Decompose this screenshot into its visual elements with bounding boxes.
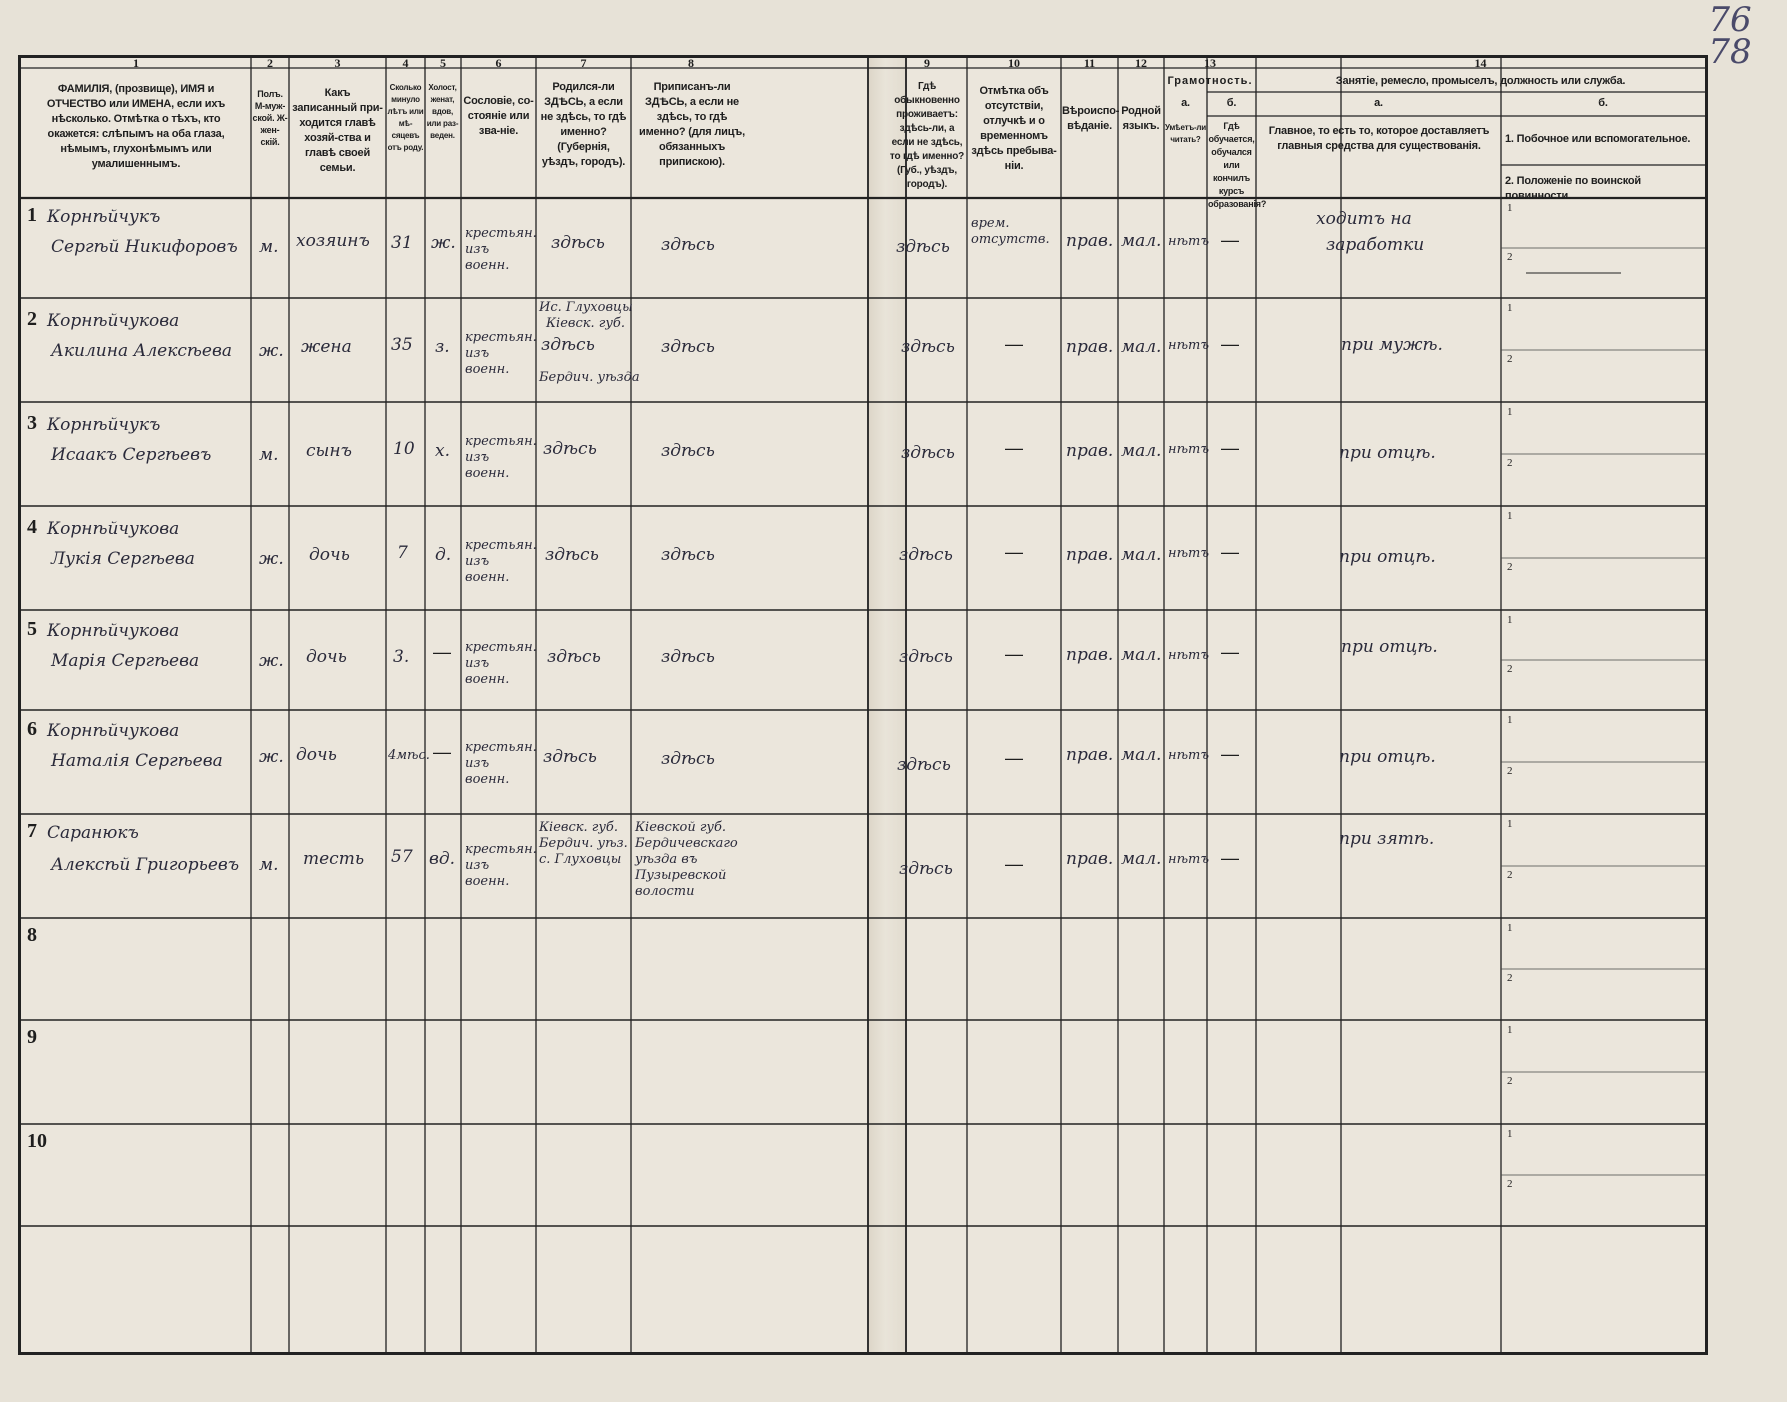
- sub-label: 1: [1507, 302, 1513, 314]
- education: —: [1221, 848, 1239, 868]
- sex: м.: [259, 237, 279, 257]
- main-occupation: при отцѣ.: [1341, 637, 1438, 657]
- given-name-patronymic: Акилина Алексѣева: [51, 341, 233, 361]
- absence-note: —: [1005, 334, 1023, 354]
- residence: здѣсь: [897, 755, 951, 775]
- can-read: нѣтъ: [1168, 338, 1210, 353]
- absence-note: врем. отсутств.: [971, 216, 1050, 247]
- relation: дочь: [306, 647, 347, 667]
- relation: жена: [301, 337, 352, 357]
- native-language: мал.: [1121, 231, 1162, 251]
- age: 7: [397, 543, 408, 563]
- marital-status: —: [433, 642, 451, 662]
- age: 57: [391, 847, 413, 867]
- sub-label: 1: [1507, 202, 1513, 214]
- given-name-patronymic: Сергѣй Никифоровъ: [51, 237, 238, 257]
- given-name-patronymic: Лукія Сергѣева: [51, 549, 195, 569]
- row-number: 8: [27, 924, 37, 946]
- row-number: 1: [27, 204, 37, 226]
- education: —: [1221, 744, 1239, 764]
- surname: Корнѣйчукъ: [47, 415, 161, 435]
- header-language: Родной языкъ.: [1121, 105, 1161, 132]
- can-read: нѣтъ: [1168, 748, 1210, 763]
- sub-label: 1: [1507, 406, 1513, 418]
- marital-status: д.: [435, 545, 452, 565]
- colnum-8: 8: [688, 56, 694, 70]
- colnum-10: 10: [1008, 56, 1020, 70]
- absence-note: —: [1005, 542, 1023, 562]
- native-language: мал.: [1121, 545, 1162, 565]
- header-marital: Холост, женат, вдов, или раз-веден.: [426, 83, 459, 140]
- ascribed-place: здѣсь: [661, 647, 715, 667]
- absence-note: —: [1005, 438, 1023, 458]
- sub-label: 2: [1507, 1075, 1513, 1087]
- native-language: мал.: [1121, 849, 1162, 869]
- ascribed-place: здѣсь: [661, 337, 715, 357]
- sub-label: 1: [1507, 1024, 1513, 1036]
- sub-label: 2: [1507, 1178, 1513, 1190]
- can-read: нѣтъ: [1168, 234, 1210, 249]
- main-occupation: при отцѣ.: [1339, 747, 1436, 767]
- row-number: 3: [27, 412, 37, 434]
- header-absence: Отмѣтка объ отсутствіи, отлучкѣ и о временномъ здѣсь пребыва-ніи.: [971, 85, 1057, 172]
- header-14b-letter: б.: [1598, 97, 1608, 109]
- sub-label: 1: [1507, 510, 1513, 522]
- sub-label: 2: [1507, 869, 1513, 881]
- sub-label: 2: [1507, 251, 1513, 263]
- birthplace: здѣсь: [543, 439, 597, 459]
- header-name: ФАМИЛІЯ, (прозвище), ИМЯ и ОТЧЕСТВО или ИМЕНА, если ихъ нѣсколько. Отмѣтка о тѣхъ, кто окажется: слѣпымъ на оба глаза, нѣмымъ, глухонѣмымъ или умалишеннымъ.: [46, 83, 226, 170]
- can-read: нѣтъ: [1168, 442, 1210, 457]
- header-residence: Гдѣ обыкновенно проживаетъ: здѣсь-ли, а если не здѣсь, то гдѣ именно? (Губ., уѣздъ, городъ).: [889, 81, 965, 190]
- age: 31: [391, 233, 413, 253]
- sex: м.: [259, 855, 279, 875]
- header-14a-letter: а.: [1374, 97, 1383, 109]
- estate: крестьян. изъ военн.: [465, 434, 537, 481]
- birthplace: здѣсь: [541, 335, 595, 355]
- sub-label: 1: [1507, 818, 1513, 830]
- given-name-patronymic: Алексѣй Григорьевъ: [51, 855, 240, 875]
- colnum-14: 14: [1474, 56, 1487, 70]
- header-birthplace: Родился-ли ЗДѢСЬ, а если не здѣсь, то гдѣ именно? (Губернія, уѣздъ, городъ).: [540, 81, 627, 168]
- can-read: нѣтъ: [1168, 852, 1210, 867]
- absence-note: —: [1005, 644, 1023, 664]
- native-language: мал.: [1121, 645, 1162, 665]
- age: 4мѣс.: [388, 748, 430, 763]
- birthplace: здѣсь: [543, 747, 597, 767]
- colnum-11: 11: [1083, 56, 1096, 70]
- header-relation: Какъ записанный при-ходится главѣ хозяй-ства и главѣ своей семьи.: [292, 87, 383, 174]
- main-occupation: при зятѣ.: [1339, 829, 1435, 849]
- sub-label: 2: [1507, 561, 1513, 573]
- colnum-13: 13: [1204, 56, 1216, 70]
- estate: крестьян. изъ военн.: [465, 226, 537, 273]
- age: 35: [391, 335, 413, 355]
- row-number: 10: [27, 1130, 47, 1152]
- sub-label: 2: [1507, 765, 1513, 777]
- surname: Корнѣйчукова: [47, 311, 180, 331]
- sub-label: 1: [1507, 714, 1513, 726]
- birthplace: здѣсь: [545, 545, 599, 565]
- relation: дочь: [296, 745, 337, 765]
- marital-status: з.: [435, 337, 450, 357]
- header-age: Сколько минуло лѣтъ или мѣ-сяцевъ отъ роду.: [387, 83, 424, 152]
- birthplace: здѣсь: [551, 233, 605, 253]
- ascribed-place: здѣсь: [661, 545, 715, 565]
- surname: Корнѣйчукъ: [47, 207, 161, 227]
- estate: крестьян. изъ военн.: [465, 740, 537, 787]
- relation: сынъ: [306, 441, 352, 461]
- birthplace: здѣсь: [547, 647, 601, 667]
- header-sex: Полъ. М-муж-ской. Ж-жен-скій.: [252, 89, 288, 147]
- sub-label: 1: [1507, 614, 1513, 626]
- residence: здѣсь: [896, 237, 950, 257]
- estate: крестьян. изъ военн.: [465, 330, 537, 377]
- residence: здѣсь: [901, 443, 955, 463]
- sub-label: 2: [1507, 663, 1513, 675]
- ascribed-place: здѣсь: [661, 749, 715, 769]
- sex: ж.: [259, 341, 284, 361]
- header-military-status: 2. Положеніе по воинской повинности.: [1505, 175, 1641, 202]
- surname: Корнѣйчукова: [47, 721, 180, 741]
- main-occupation: при отцѣ.: [1339, 547, 1436, 567]
- main-occupation-cont: заработки: [1326, 235, 1425, 255]
- marital-status: х.: [435, 441, 450, 461]
- education: —: [1221, 334, 1239, 354]
- colnum-12: 12: [1135, 56, 1147, 70]
- marital-status: ж.: [431, 233, 456, 253]
- header-can-read: Умѣетъ-ли читать?: [1164, 123, 1207, 144]
- header-religion: Вѣроиспо-вѣданіе.: [1062, 105, 1120, 132]
- main-occupation: при мужѣ.: [1341, 335, 1443, 355]
- colnum-4: 4: [402, 56, 409, 70]
- religion: прав.: [1066, 745, 1114, 765]
- education: —: [1221, 542, 1239, 562]
- main-occupation: при отцѣ.: [1339, 443, 1436, 463]
- surname: Саранюкъ: [47, 823, 139, 843]
- header-ascribed: Приписанъ-ли ЗДѢСЬ, а если не здѣсь, то гдѣ именно? (для лицъ, обязанныхъ припискою).: [639, 81, 745, 168]
- age: 3.: [393, 647, 410, 667]
- row-number: 9: [27, 1026, 37, 1048]
- birthplace-district: Бердич. уѣзда: [539, 370, 640, 385]
- sheet-number-old: 78: [1708, 32, 1752, 73]
- residence: здѣсь: [899, 647, 953, 667]
- sub-label: 1: [1507, 922, 1513, 934]
- header-estate: Сословіе, со-стояніе или зва-ніе.: [463, 95, 534, 137]
- colnum-7: 7: [580, 56, 587, 70]
- absence-note: —: [1005, 748, 1023, 768]
- education: —: [1221, 642, 1239, 662]
- religion: прав.: [1066, 849, 1114, 869]
- residence: здѣсь: [901, 337, 955, 357]
- marital-status: —: [433, 742, 451, 762]
- row-number: 2: [27, 308, 37, 330]
- census-form-sheet: [18, 55, 1708, 1355]
- header-main-occupation: Главное, то есть то, которое доставляетъ главныя средства для существованія.: [1268, 125, 1490, 152]
- given-name-patronymic: Наталія Сергѣева: [51, 751, 223, 771]
- row-number: 7: [27, 820, 37, 842]
- main-occupation: ходитъ на: [1316, 209, 1412, 229]
- residence: здѣсь: [899, 545, 953, 565]
- header-occupation: Занятіе, ремесло, промыселъ, должность или служба.: [1335, 75, 1626, 87]
- native-language: мал.: [1121, 745, 1162, 765]
- row-number: 4: [27, 516, 37, 538]
- birthplace-village: Ис. Глуховцы: [539, 300, 633, 315]
- given-name-patronymic: Исаакъ Сергѣевъ: [51, 445, 212, 465]
- row-number: 5: [27, 618, 37, 640]
- sex: ж.: [259, 651, 284, 671]
- religion: прав.: [1066, 337, 1114, 357]
- ascribed-place: здѣсь: [661, 441, 715, 461]
- ascribed-place: Кіевской губ. Бердичевскаго уѣзда въ Пузыревской волости: [635, 820, 738, 899]
- colnum-9: 9: [924, 56, 930, 70]
- education: —: [1221, 230, 1239, 250]
- age: 10: [393, 439, 415, 459]
- colnum-5: 5: [440, 56, 446, 70]
- education: —: [1221, 438, 1239, 458]
- relation: дочь: [309, 545, 350, 565]
- colnum-2: 2: [267, 56, 273, 70]
- birthplace: Кіевск. губ. Бердич. уѣз. с. Глуховцы: [539, 820, 628, 867]
- native-language: мал.: [1121, 337, 1162, 357]
- religion: прав.: [1066, 231, 1114, 251]
- sub-label: 2: [1507, 972, 1513, 984]
- surname: Корнѣйчукова: [47, 519, 180, 539]
- given-name-patronymic: Марія Сергѣева: [51, 651, 200, 671]
- row-number: 6: [27, 718, 37, 740]
- estate: крестьян. изъ военн.: [465, 842, 537, 889]
- sex: м.: [259, 445, 279, 465]
- relation: тесть: [303, 849, 365, 869]
- ascribed-place: здѣсь: [661, 235, 715, 255]
- sex: ж.: [259, 747, 284, 767]
- residence: здѣсь: [899, 859, 953, 879]
- birthplace-province: Кіевск. губ.: [546, 316, 625, 331]
- sheet-number: 76: [1708, 0, 1752, 40]
- sex: ж.: [259, 549, 284, 569]
- estate: крестьян. изъ военн.: [465, 640, 537, 687]
- can-read: нѣтъ: [1168, 648, 1210, 663]
- religion: прав.: [1066, 545, 1114, 565]
- colnum-1: 1: [133, 56, 139, 70]
- header-side-occupation: 1. Побочное или вспомогательное.: [1505, 133, 1691, 145]
- can-read: нѣтъ: [1168, 546, 1210, 561]
- estate: крестьян. изъ военн.: [465, 538, 537, 585]
- surname: Корнѣйчукова: [47, 621, 180, 641]
- religion: прав.: [1066, 645, 1114, 665]
- header-13b-letter: б.: [1226, 97, 1237, 109]
- native-language: мал.: [1121, 441, 1162, 461]
- colnum-3: 3: [334, 56, 341, 70]
- header-literacy: Грамотность.: [1167, 75, 1253, 87]
- sub-label: 2: [1507, 457, 1513, 469]
- absence-note: —: [1005, 854, 1023, 874]
- sub-label: 1: [1507, 1128, 1513, 1140]
- colnum-6: 6: [495, 56, 502, 70]
- religion: прав.: [1066, 441, 1114, 461]
- header-13a-letter: а.: [1181, 97, 1190, 109]
- relation: хозяинъ: [296, 231, 370, 251]
- marital-status: вд.: [429, 849, 456, 869]
- header-education: Гдѣ обучается, обучался или кончилъ курсъ образованія?: [1208, 121, 1267, 209]
- sub-label: 2: [1507, 353, 1513, 365]
